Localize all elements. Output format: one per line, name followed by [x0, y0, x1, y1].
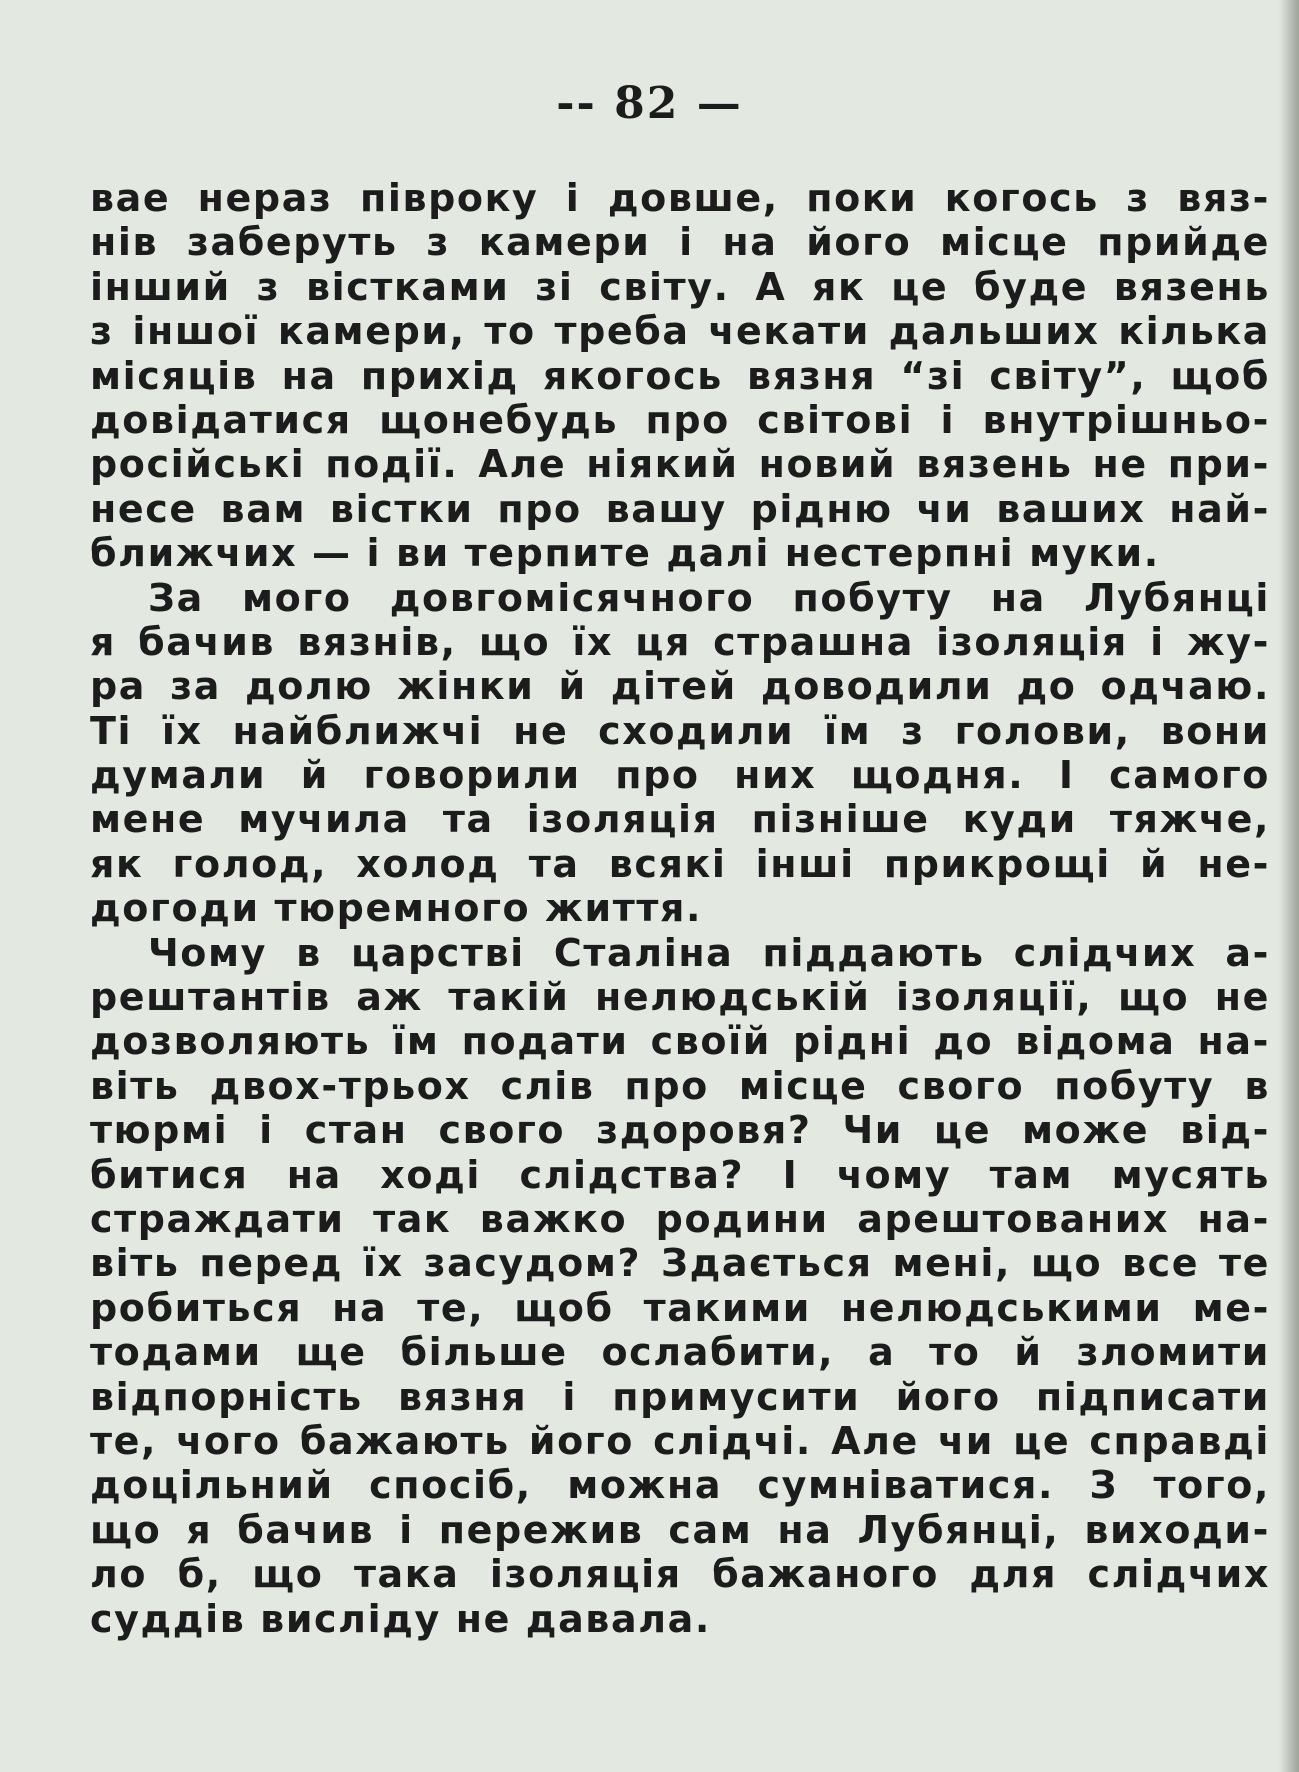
text-line: дозволяють їм подати своїй рідні до відома на-	[90, 1019, 1270, 1064]
page-number-header: -- 82 —	[556, 78, 743, 129]
text-line: російські події. Але ніякий новий вязень не при-	[90, 442, 1270, 487]
text-line: Чому в царстві Сталіна піддають слідчих а-	[148, 930, 1270, 975]
text-line: несе вам вістки про вашу рідню чи ваших най-	[90, 486, 1270, 531]
text-line: тюрмі і стан свого здоровя? Чи це може від-	[90, 1108, 1270, 1153]
text-line: суддів висліду не давала.	[90, 1596, 711, 1641]
text-line: з іншої камери, то треба чекати дальших кілька	[90, 309, 1270, 354]
page-edge-shadow	[1279, 0, 1299, 1772]
text-line: що я бачив і пережив сам на Лубянці, виходи-	[90, 1507, 1270, 1552]
text-line: віть перед їх засудом? Здається мені, що все те	[90, 1241, 1270, 1286]
text-line: нів заберуть з камери і на його місце прийде	[90, 220, 1270, 265]
text-line: відпорність вязня і примусити його підписати	[90, 1374, 1270, 1419]
text-line: догоди тюремного життя.	[90, 886, 702, 931]
body-text	[90, 176, 1270, 1641]
text-line: мене мучила та ізоляція пізніше куди тяжче,	[90, 797, 1270, 842]
text-line: За мого довгомісячного побуту на Лубянці	[148, 575, 1270, 620]
text-line: тодами ще більше ослабити, а то й зломити	[90, 1330, 1270, 1375]
text-line: доцільний спосіб, можна сумніватися. З того,	[90, 1463, 1270, 1508]
text-line: віть двох-трьох слів про місце свого побуту в	[90, 1063, 1270, 1108]
text-line: битися на ході слідства? І чому там мусять	[90, 1152, 1270, 1197]
text-line: ло б, що така ізоляція бажаного для слідчих	[90, 1552, 1270, 1597]
text-line: страждати так важко родини арештованих на-	[90, 1196, 1270, 1241]
text-line: інший з вістками зі світу. А як це буде вязень	[90, 264, 1270, 309]
text-line: ра за долю жінки й дітей доводили до одчаю.	[90, 664, 1270, 709]
text-line: робиться на те, щоб такими нелюдськими ме-	[90, 1285, 1270, 1330]
text-line: ближчих — і ви терпите далі нестерпні муки.	[90, 531, 1160, 576]
text-line: рештантів аж такій нелюдській ізоляції, що не	[90, 975, 1270, 1020]
text-line: я бачив вязнів, що їх ця страшна ізоляція і жу-	[90, 619, 1270, 664]
text-line: те, чого бажають його слідчі. Але чи це справді	[90, 1418, 1270, 1463]
text-line: як голод, холод та всякі інші прикрощі й не-	[90, 841, 1270, 886]
text-line: довідатися щонебудь про світові і внутрішньо-	[90, 397, 1270, 442]
text-line: Ті їх найближчі не сходили їм з голови, вони	[90, 708, 1270, 753]
text-line: вае нераз півроку і довше, поки когось з вяз-	[90, 176, 1270, 220]
text-line: думали й говорили про них щодня. І самого	[90, 753, 1270, 798]
text-line: місяців на прихід якогось вязня “зі світу”, щоб	[90, 353, 1270, 398]
